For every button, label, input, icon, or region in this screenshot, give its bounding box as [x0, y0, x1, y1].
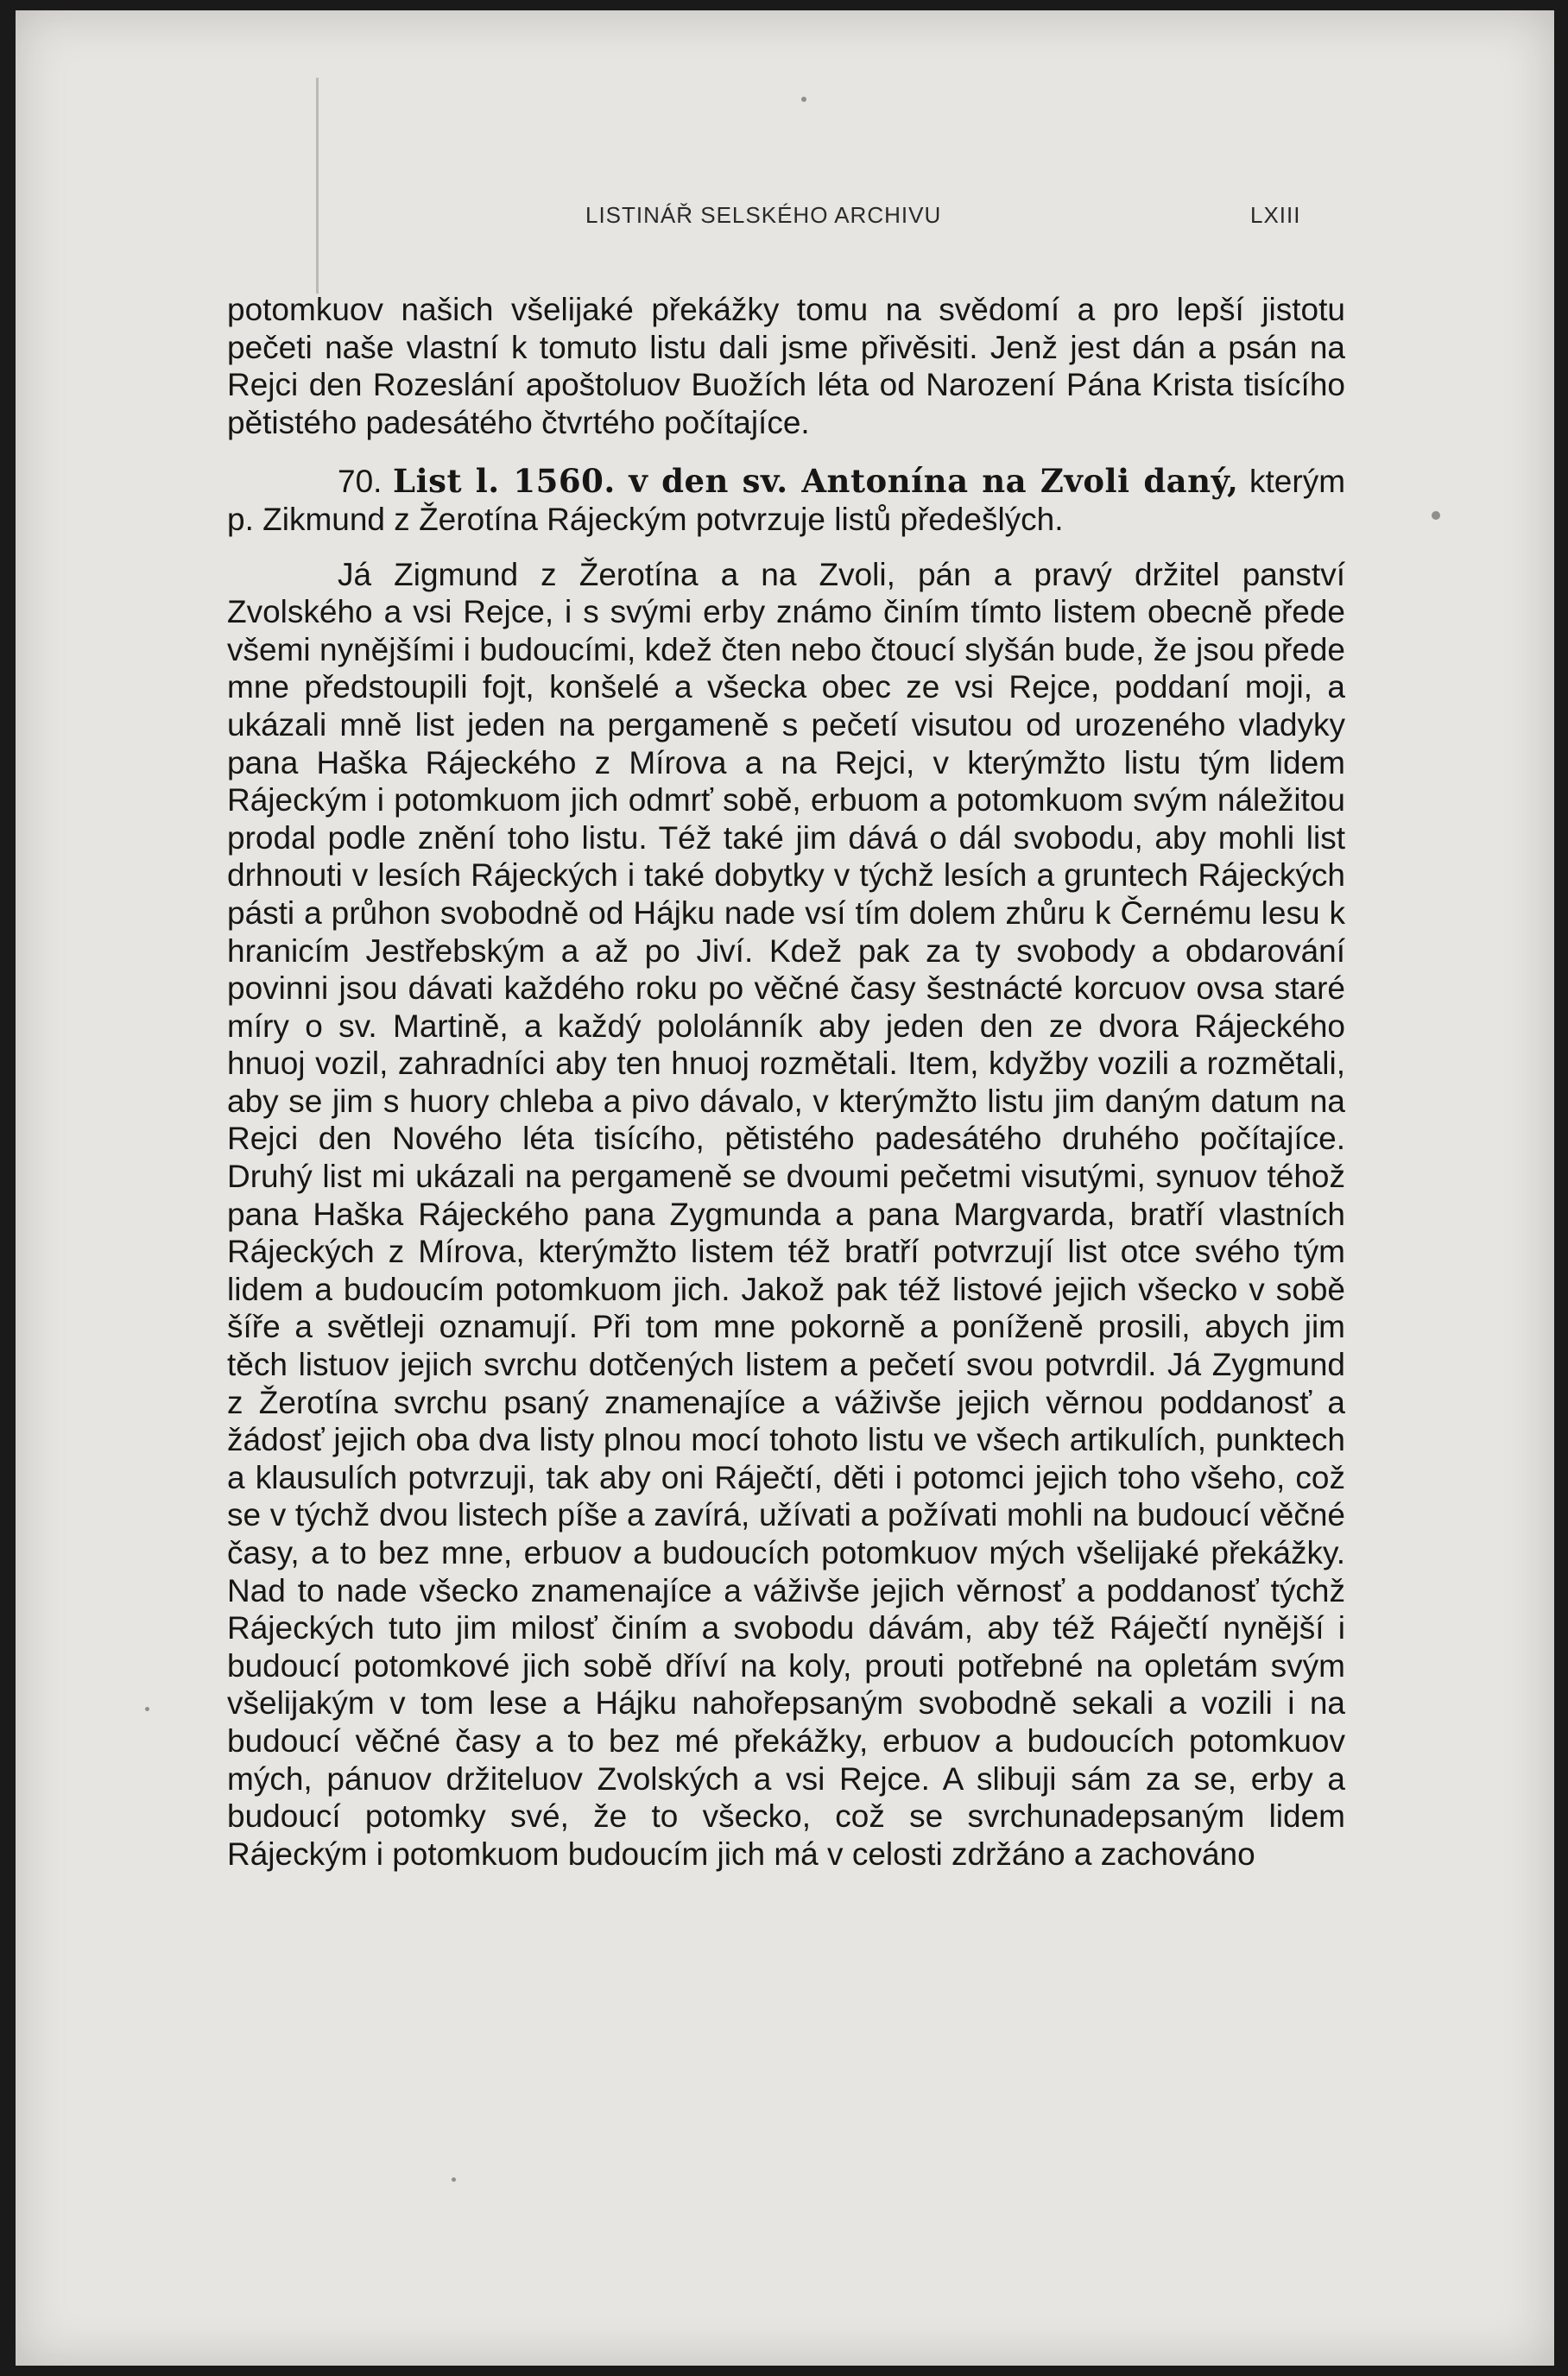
page-body	[227, 291, 1345, 1873]
document-heading	[227, 463, 1345, 538]
page-sheet	[16, 10, 1554, 2366]
document-title-gothic: List l. 1560. v den sv. Antonína na Zvoli daný,	[393, 462, 1239, 501]
document-title-regular: kterým p. Zikmund z Žerotína Rájeckým potvrzuje listů předešlých.	[227, 464, 1346, 537]
paper-speck	[1432, 511, 1440, 520]
page-number: LXIII	[1250, 202, 1301, 228]
paper-speck	[801, 97, 806, 102]
paper-speck	[145, 1707, 149, 1711]
document-number: 70.	[338, 464, 383, 500]
margin-rule	[316, 78, 319, 294]
running-title: LISTINÁŘ SELSKÉHO ARCHIVU	[585, 202, 942, 228]
paper-speck	[452, 2177, 456, 2182]
main-paragraph: Já Zigmund z Žerotína a na Zvoli, pán a pravý držitel panství Zvolského a vsi Rejce, i s svými erby známo činím tímto listem obecně přede všemi nynějšími i budoucími, kdež čten nebo čtoucí slyšán bude, že jsou přede mne předstoupili fojt, konšelé a všecka obec ze vsi Rejce, poddaní moji, a ukázali mně list jeden na pergameně s pečetí visutou od urozeného vladyky pana Haška Rájeckého z Mírova a na Rejci, v kterýmžto listu tým lidem Rájeckým i potomkuom jich odmrť sobě, erbuom a potomkuom svým náležitou prodal podle znění toho listu. Též také jim dává o dál svobodu, aby mohli list drhnouti v lesích Rájeckých i také dobytky v týchž lesích a gruntech Rájeckých pásti a průhon svobodně od Hájku nade vsí tím dolem zhůru k Černému lesu k hranicím Jestřebským a až po Jiví. Kdež pak za ty svobody a obdarování povinni jsou dávati každého roku po věčné časy šestnácté korcuov ovsa staré míry o sv. Martině, a každý pololánník aby jeden den ze dvora Rájeckého hnuoj vozil, zahradníci aby ten hnuoj rozmětali. Item, kdyžby vozili a rozmětali, aby se jim s huory chleba a pivo dávalo, v kterýmžto listu jim daným datum na Rejci den Nového léta tisícího, pětistého padesátého druhého počítajíce. Druhý list mi ukázali na pergameně se dvoumi pečetmi visutými, synuov téhož pana Haška Rájeckého pana Zygmunda a pana Margvarda, bratří vlastních Rájeckých z Mírova, kterýmžto listem též bratří potvrzují list otce svého tým lidem a budoucím potomkuom jich. Jakož pak též listové jejich všecko v sobě šíře a světleji oznamují. Při tom mne pokorně a poníženě prosili, abych jim těch listuov jejich svrchu dotčených listem a pečetí svou potvrdil. Já Zygmund z Žerotína svrchu psaný znamenajíce a váživše jejich věrnou poddanosť a žádosť jejich oba dva listy plnou mocí tohoto listu ve všech artikulích, punktech a klausulích potvrzuji, tak aby oni Ráječtí, děti i potomci jejich toho všeho, což se v týchž dvou listech píše a zavírá, užívati a požívati mohli na budoucí věčné časy, a to bez mne, erbuov a budoucích potomkuov mých všelijaké překážky. Nad to nade všecko znamenajíce a váživše jejich věrnosť a poddanosť týchž Rájeckých tuto jim milosť činím a svobodu dávám, aby též Ráječtí nynější i budoucí potomkové jich sobě dříví na koly, prouti potřebné na opletám svým všelijakým v tom lese a Hájku nahořepsaným svobodně sekali a vozili i na budoucí věčné časy a to bez mé překážky, erbuov a budoucích potomkuov mých, pánuov držiteluov Zvolských a vsi Rejce. A slibuji sám za se, erby a budoucí potomky své, že to všecko, což se svrchunadepsaným lidem Rájeckým i potomkuom budoucím jich má v celosti zdržáno a zachováno	[227, 556, 1345, 1872]
continued-paragraph: potomkuov našich všelijaké překážky tomu na svědomí a pro lepší jistotu pečeti naše vlastní k tomuto listu dali jsme přivěsiti. Jenž jest dán a psán na Rejci den Rozeslání apoštoluov Buožích léta od Narození Pána Krista tisícího pětistého padesátého čtvrtého počítajíce.	[227, 292, 1345, 440]
